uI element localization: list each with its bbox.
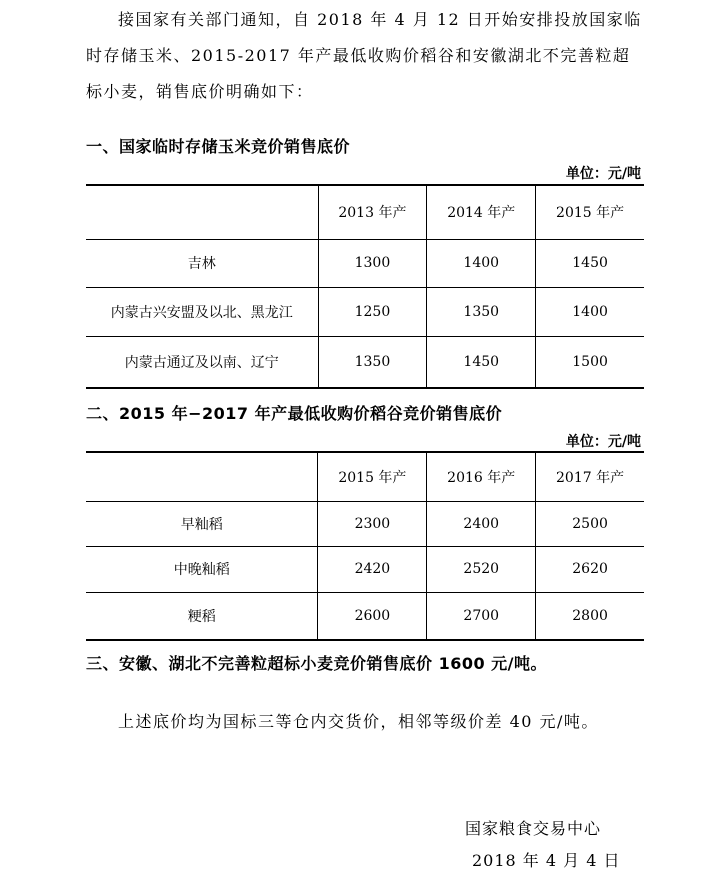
table-cell: 2420: [318, 546, 427, 592]
table-cell-region: 内蒙古通辽及以南、辽宁: [86, 336, 318, 388]
table-row: [86, 546, 644, 592]
table-cell: 2300: [318, 501, 427, 546]
table-cell-region: 粳稻: [86, 592, 318, 640]
table-header-cell: [86, 452, 318, 501]
table-cell: 1400: [536, 287, 644, 336]
table-cell-region: 中晚籼稻: [86, 546, 318, 592]
table-cell: 2700: [427, 592, 536, 640]
price-note: 上述底价均为国标三等仓内交货价，相邻等级价差 40 元/吨。: [118, 712, 599, 731]
table-header-cell: 2014 年产: [427, 185, 536, 239]
table-header-cell: 2016 年产: [427, 452, 536, 501]
table-cell: 2620: [536, 546, 644, 592]
section1-heading: 一、国家临时存储玉米竞价销售底价: [86, 137, 351, 156]
table-cell: 1300: [318, 239, 427, 287]
rice-price-table: [86, 451, 644, 641]
issuer-name: 国家粮食交易中心: [465, 819, 602, 838]
section2-heading: 二、2015 年−2017 年产最低收购价稻谷竞价销售底价: [86, 404, 503, 423]
table-cell-region: 吉林: [86, 239, 318, 287]
table-row: [86, 336, 644, 388]
table-cell: 2400: [427, 501, 536, 546]
table-header-cell: 2013 年产: [318, 185, 427, 239]
table-row: [86, 287, 644, 336]
table-cell: 2500: [536, 501, 644, 546]
table-header-cell: [86, 185, 318, 239]
intro-line-2: 时存储玉米、2015-2017 年产最低收购价稻谷和安徽湖北不完善粒超: [86, 46, 631, 65]
table-cell: 1350: [318, 336, 427, 388]
intro-line-1: 接国家有关部门通知，自 2018 年 4 月 12 日开始安排投放国家临: [118, 10, 642, 29]
table-header-cell: 2015 年产: [536, 185, 644, 239]
table-row: [86, 501, 644, 546]
table-cell: 2520: [427, 546, 536, 592]
issue-date: 2018 年 4 月 4 日: [472, 851, 621, 870]
corn-price-table: [86, 184, 644, 389]
intro-paragraph: [86, 2, 651, 110]
intro-line-3: 标小麦，销售底价明确如下：: [86, 82, 314, 101]
table-cell: 1250: [318, 287, 427, 336]
table-cell: 2800: [536, 592, 644, 640]
table-cell: 1450: [427, 336, 536, 388]
table-cell: 1350: [427, 287, 536, 336]
table-header-row: [86, 185, 644, 239]
table-row: [86, 239, 644, 287]
table-cell: 1450: [536, 239, 644, 287]
section3-heading: 三、安徽、湖北不完善粒超标小麦竞价销售底价 1600 元/吨。: [86, 654, 548, 673]
section1-unit: 单位：元/吨: [565, 166, 641, 182]
table-cell-region: 内蒙古兴安盟及以北、黑龙江: [86, 287, 318, 336]
section2-unit: 单位：元/吨: [565, 434, 641, 450]
table-header-cell: 2017 年产: [536, 452, 644, 501]
table-header-row: [86, 452, 644, 501]
table-cell: 2600: [318, 592, 427, 640]
table-cell: 1400: [427, 239, 536, 287]
table-cell-region: 早籼稻: [86, 501, 318, 546]
table-header-cell: 2015 年产: [318, 452, 427, 501]
table-row: [86, 592, 644, 640]
table-cell: 1500: [536, 336, 644, 388]
